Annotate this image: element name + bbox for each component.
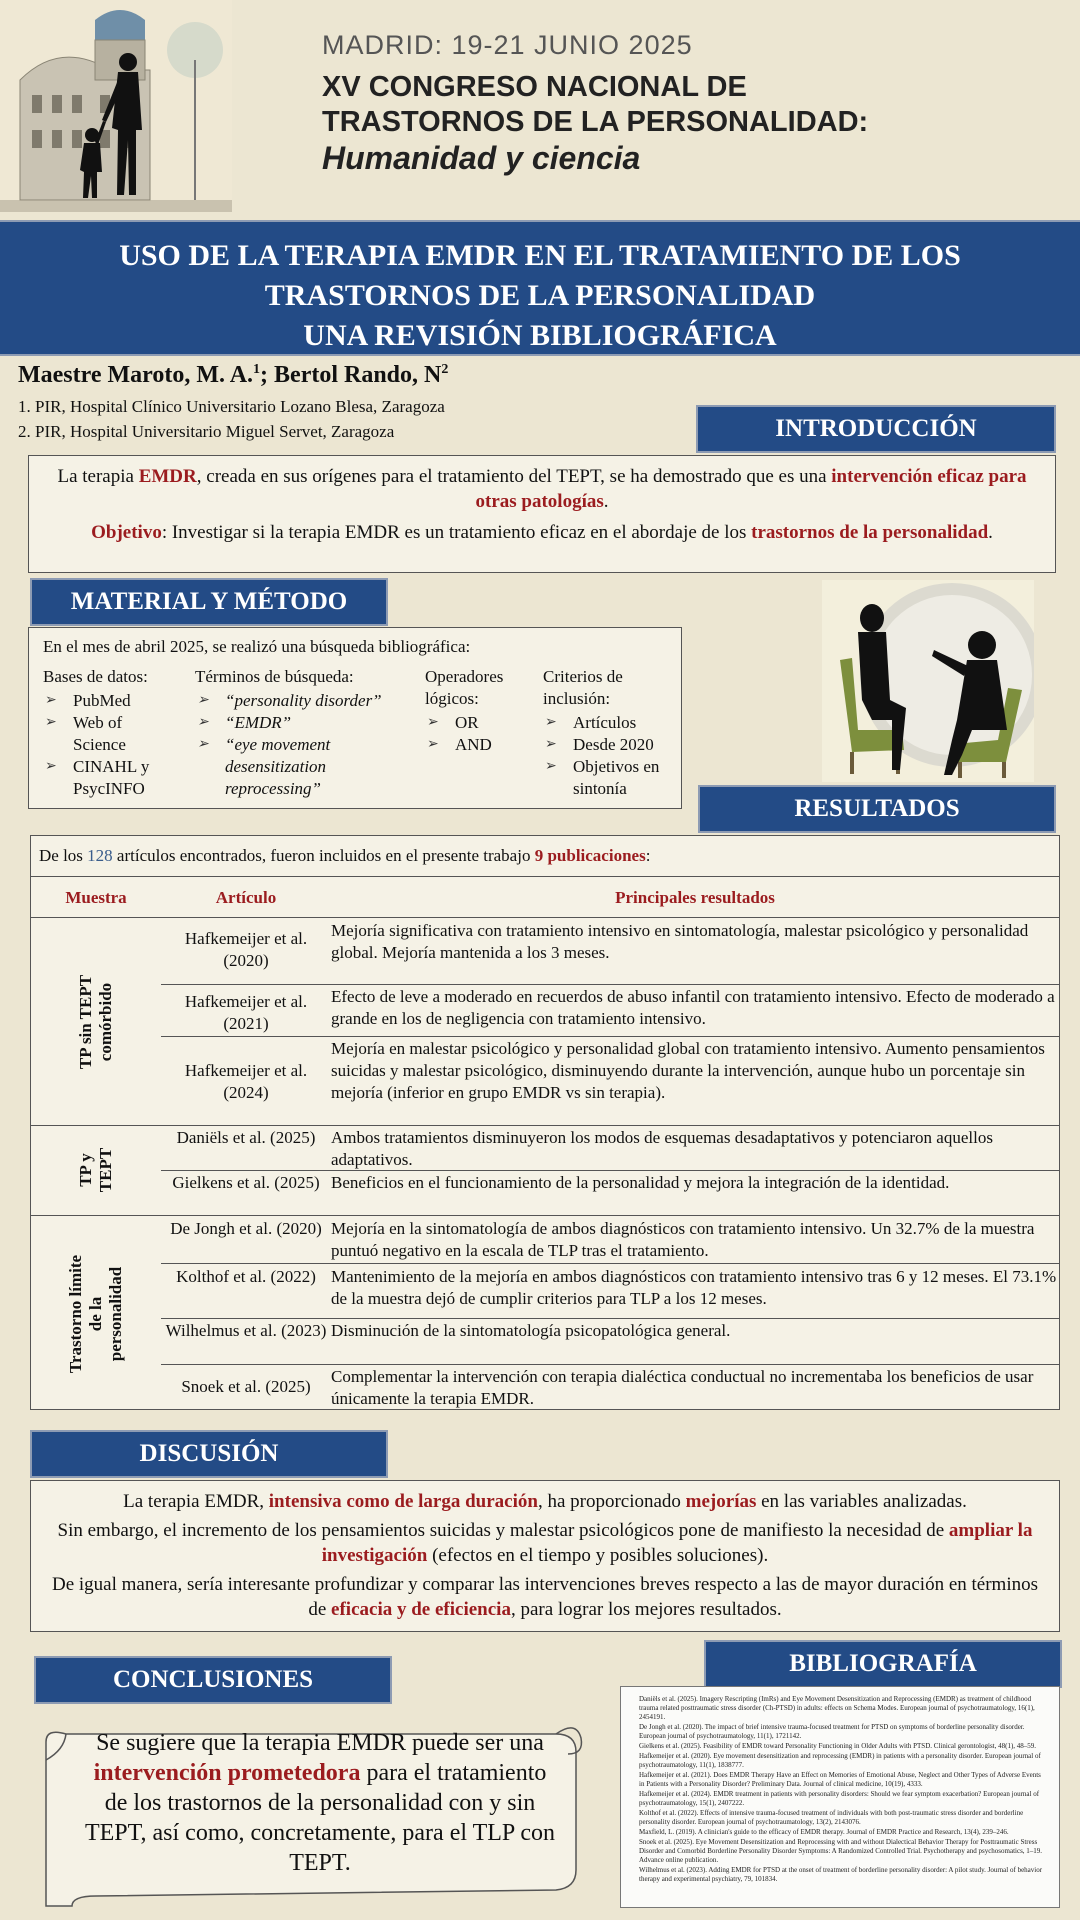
- author-separator: ;: [260, 362, 275, 388]
- table-divider: [31, 876, 1059, 877]
- discussion-text: Sin embargo, el incremento de los pensamientos suicidas y malestar psicológicos pone de manifiesto la necesidad de: [57, 1520, 949, 1541]
- table-row-result: Mejoría significativa con tratamiento intensivo en sintomatología, malestar psicológico y personalidad global. Mejoría mantenida a los 3 meses.: [331, 921, 1029, 962]
- list-item: ➢ Desde 2020: [543, 734, 673, 756]
- congress-title-line2: TRASTORNOS DE LA PERSONALIDAD:: [322, 106, 869, 138]
- objective-label: Objetivo: [91, 522, 162, 543]
- list-item: ➢ CINAHL y PsycINFO: [43, 756, 183, 800]
- conclusions-text-part: para el tratamiento de los trastornos de la personalidad con y sin TEPT, así como, concretamente, para el TLP con TEPT.: [84, 1760, 556, 1876]
- table-divider: [31, 917, 1059, 918]
- discussion-highlight: mejorías: [685, 1491, 757, 1512]
- row-divider: [161, 1263, 1059, 1264]
- group-divider: [31, 1215, 1059, 1216]
- bibliography-heading: BIBLIOGRAFÍA: [704, 1640, 1062, 1688]
- list-item: ➢ “personality disorder”: [195, 690, 415, 712]
- reference-item: Kolthof et al. (2022). Effects of intensive trauma-focused treatment of individuals with both post-traumatic stress disorder and borderline personality disorder. European journal of psychotraumatology, 13(2), 2143076.: [639, 1809, 1024, 1826]
- table-row-article: Snoek et al. (2025): [181, 1377, 311, 1396]
- results-intro: [39, 846, 650, 866]
- discussion-text: , para lograr los mejores resultados.: [510, 1599, 782, 1620]
- poster-title-line3: UNA REVISIÓN BIBLIOGRÁFICA: [303, 319, 777, 352]
- databases-column: [43, 666, 193, 800]
- discussion-highlight: intensiva como de larga duración: [268, 1491, 538, 1512]
- discussion-text: (efectos en el tiempo y posibles soluciones).: [427, 1545, 769, 1566]
- conclusions-text: [80, 1728, 560, 1878]
- objective-text: : Investigar si la terapia EMDR es un tratamiento eficaz en el abordaje de los: [161, 522, 752, 543]
- discussion-text: en las variables analizadas.: [756, 1491, 967, 1512]
- table-row-article: Hafkemeijer et al. (2024): [184, 1061, 308, 1102]
- table-row-result: Efecto de leve a moderado en recuerdos de abuso infantil con tratamiento intensivo. Efecto de moderado a grande en los de negligencia con tratamiento intensivo.: [331, 987, 1055, 1028]
- table-row-result: Mejoría en malestar psicológico y personalidad global con tratamiento intensivo. Aumento pensamientos suicidas y malestar psicológico, disminuyendo durante la intervención, aunque hubo un porcentaje sin mejoría (inferior en grupo EMDR vs sin terapia).: [331, 1039, 1045, 1102]
- group-label: [31, 1126, 161, 1214]
- congress-title-line1: XV CONGRESO NACIONAL DE: [322, 71, 747, 103]
- articles-found-count: 128: [87, 846, 113, 865]
- table-row-result: Beneficios en el funcionamiento de la personalidad y mejora la integración de la identidad.: [331, 1173, 950, 1192]
- list-item: ➢ Web of Science: [43, 712, 163, 756]
- group-divider: [31, 1125, 1059, 1126]
- discussion-paragraph: [47, 1572, 1043, 1622]
- results-intro-text: :: [645, 846, 651, 865]
- group-label-text: TP sin TEPT comórbido: [76, 974, 115, 1069]
- event-location-dates: MADRID: 19-21 JUNIO 2025: [322, 30, 693, 60]
- poster-title-line2: TRASTORNOS DE LA PERSONALIDAD: [264, 279, 816, 312]
- row-divider: [161, 1318, 1059, 1319]
- intro-paragraph: [49, 464, 1035, 514]
- results-intro-text: De los: [39, 846, 88, 865]
- objective-highlight: trastornos de la personalidad: [751, 522, 989, 543]
- table-row-article: Wilhelmus et al. (2023): [165, 1321, 327, 1340]
- conclusions-text-part: Se sugiere que la terapia EMDR puede ser una: [96, 1730, 544, 1756]
- row-divider: [161, 1364, 1059, 1365]
- intro-heading: INTRODUCCIÓN: [696, 405, 1056, 453]
- results-table: [30, 835, 1060, 1410]
- conclusions-heading: CONCLUSIONES: [34, 1656, 392, 1704]
- reference-item: Hafkemeijer et al. (2020). Eye movement desensitization and reprocessing (EMDR) in patients with a personality disorder. European journal of psychotraumatology, 11(1), 1838777.: [639, 1752, 1041, 1769]
- table-row-article: Hafkemeijer et al. (2021): [184, 992, 308, 1033]
- reference-item: De Jongh et al. (2020). The impact of brief intensive trauma-focused treatment for PTSD on symptoms of borderline personality disorder. European journal of psychotraumatology, 11(1), 1721142.: [639, 1723, 1025, 1740]
- method-intro: En el mes de abril 2025, se realizó una búsqueda bibliográfica:: [43, 637, 471, 656]
- method-heading: MATERIAL Y MÉTODO: [30, 578, 388, 626]
- list-item: ➢ Objetivos en sintonía: [543, 756, 673, 800]
- list-item: ➢ “EMDR”: [195, 712, 415, 734]
- group-label-text: Trastorno límite de la personalidad: [66, 1254, 125, 1373]
- intro-text: La terapia: [57, 466, 139, 487]
- discussion-heading: DISCUSIÓN: [30, 1430, 388, 1478]
- table-row-article: Hafkemeijer et al. (2020): [184, 929, 308, 970]
- author-1-sup: 1: [253, 362, 261, 377]
- reference-item: Hafkemeijer et al. (2024). EMDR treatment in patients with personality disorders: Should we fear symptom exacerbation? European journal of psychotraumatology, 15(1), 2407222.: [639, 1790, 1040, 1807]
- row-divider: [161, 1170, 1059, 1171]
- inclusion-title: Criterios de inclusión:: [543, 667, 623, 708]
- results-intro-text: artículos encontrados, fueron incluidos en el presente trabajo: [112, 846, 535, 865]
- discussion-paragraph: [47, 1518, 1043, 1568]
- table-row-article: Gielkens et al. (2025): [172, 1173, 320, 1192]
- operators-title: Operadores lógicos:: [425, 667, 504, 708]
- col-header-results: Principales resultados: [615, 888, 775, 907]
- databases-title: Bases de datos:: [43, 667, 148, 686]
- bibliography-panel: [620, 1686, 1060, 1908]
- list-item: ➢ OR: [425, 712, 535, 734]
- table-row-result: Mantenimiento de la mejoría en ambos diagnósticos con tratamiento intensivo tras 6 y 12 meses. El 73.1% de la muestra dejó de cumplir criterios para TLP a los 12 meses.: [331, 1267, 1057, 1308]
- reference-item: Wilhelmus et al. (2023). Adding EMDR for PTSD at the onset of treatment of borderline personality disorder: A pilot study. Journal of behavior therapy and experimental psychiatry, 79, 101834.: [639, 1866, 1043, 1883]
- list-item: ➢ PubMed: [43, 690, 193, 712]
- intro-panel: [28, 455, 1056, 573]
- discussion-highlight: ampliar la investigación: [321, 1520, 1033, 1566]
- discussion-text: De igual manera, sería interesante profundizar y comparar las intervenciones breves respecto a las de mayor duración en términos de: [51, 1574, 1038, 1620]
- row-divider: [161, 1036, 1059, 1037]
- poster-title-banner: [0, 220, 1080, 356]
- inclusion-column: [543, 666, 673, 800]
- affiliation-1: 1. PIR, Hospital Clínico Universitario Lozano Blesa, Zaragoza: [18, 397, 445, 416]
- congress-title: [322, 70, 868, 140]
- objective-text: .: [988, 522, 993, 543]
- reference-item: Maxfield, L. (2019). A clinician's guide to the efficacy of EMDR therapy. Journal of EMDR Practice and Research, 13(4), 239–246.: [639, 1828, 1009, 1836]
- reference-item: Daniëls et al. (2025). Imagery Rescripting (ImRs) and Eye Movement Desensitization and Reprocessing (EMDR) as treatment of childhood trauma related posttraumatic stress disorder (Ch-PTSD) in adults: effects on Schema Modes. European journal of psychotraumatology, 16(1), 2454191.: [639, 1695, 1035, 1721]
- reference-item: Snoek et al. (2025). Eye Movement Desensitization and Reprocessing with and without Dialectical Behavior Therapy for Posttraumatic Stress Disorder and Comorbid Borderline Personality Disorder Symptoms: A Randomized Controlled Trial. Psychotherapy and psychosomatics, 1–19. Advance online publication.: [639, 1838, 1043, 1864]
- group-label-text: TP y TEPT: [76, 1147, 115, 1193]
- list-item: ➢ “eye movement desensitization reprocessing”: [195, 734, 375, 800]
- objective-paragraph: [49, 520, 1035, 545]
- table-row-article: Daniëls et al. (2025): [176, 1128, 316, 1147]
- results-heading: RESULTADOS: [698, 785, 1056, 833]
- therapy-session-illustration: [822, 580, 1034, 782]
- list-item: ➢ Artículos: [543, 712, 673, 734]
- intro-highlight: intervención eficaz para otras patologías: [475, 466, 1027, 512]
- author-2: Bertol Rando, N: [274, 362, 442, 388]
- congress-theme: Humanidad y ciencia: [322, 140, 641, 176]
- search-terms-column: [195, 666, 415, 800]
- table-row-article: Kolthof et al. (2022): [176, 1267, 316, 1286]
- method-panel: [28, 627, 682, 809]
- table-row-article: De Jongh et al. (2020): [170, 1219, 322, 1238]
- intro-text: , creada en sus orígenes para el tratamiento del TEPT, se ha demostrado que es una: [196, 466, 832, 487]
- discussion-highlight: eficacia y de eficiencia: [331, 1599, 511, 1620]
- header-illustration: [0, 0, 232, 212]
- conclusions-highlight: intervención prometedora: [93, 1760, 361, 1786]
- intro-text: .: [603, 491, 609, 512]
- author-2-sup: 2: [441, 362, 449, 377]
- table-row-result: Complementar la intervención con terapia dialéctica conductual no incrementaba los beneficios de usar únicamente la terapia EMDR.: [331, 1367, 1034, 1408]
- reference-item: Gielkens et al. (2025). Feasibility of EMDR toward Personality Functioning in Older Adults with PTSD. Clinical gerontologist, 48(1), 48–59.: [639, 1742, 1037, 1750]
- discussion-text: , ha proporcionado: [537, 1491, 686, 1512]
- table-row-result: Ambos tratamientos disminuyeron los modos de esquemas desadaptativos y potenciaron aquellos adaptativos.: [331, 1128, 993, 1169]
- discussion-text: La terapia EMDR,: [123, 1491, 269, 1512]
- table-row-result: Mejoría en la sintomatología de ambos diagnósticos con tratamiento intensivo. Un 32.7% de la muestra puntuó negativo en la escala de TLP tras el tratamiento.: [331, 1219, 1035, 1260]
- affiliation-2: 2. PIR, Hospital Universitario Miguel Servet, Zaragoza: [18, 422, 395, 441]
- discussion-paragraph: [47, 1489, 1043, 1514]
- discussion-panel: [30, 1480, 1060, 1632]
- publications-included: 9 publicaciones: [534, 846, 646, 865]
- group-label: [31, 1216, 161, 1411]
- authors: [18, 362, 448, 389]
- row-divider: [161, 984, 1059, 985]
- emdr-highlight: EMDR: [138, 466, 197, 487]
- reference-item: Hafkemeijer et al. (2021). Does EMDR Therapy Have an Effect on Memories of Emotional Abuse, Neglect and Other Types of Adverse Events in Patients with a Personality Disorder? Preliminary Data. Journal of clinical medicine, 10(19), 4333.: [639, 1771, 1041, 1788]
- operators-column: [425, 666, 535, 756]
- col-header-article: Artículo: [215, 888, 277, 907]
- table-row-result: Disminución de la sintomatología psicopatológica general.: [331, 1321, 731, 1340]
- list-item: ➢ AND: [425, 734, 535, 756]
- poster-title-line1: USO DE LA TERAPIA EMDR EN EL TRATAMIENTO DE LOS: [119, 239, 961, 272]
- group-label: [31, 918, 161, 1125]
- col-header-sample: Muestra: [65, 888, 127, 907]
- author-1: Maestre Maroto, M. A.: [18, 362, 254, 388]
- search-terms-title: Términos de búsqueda:: [195, 667, 354, 686]
